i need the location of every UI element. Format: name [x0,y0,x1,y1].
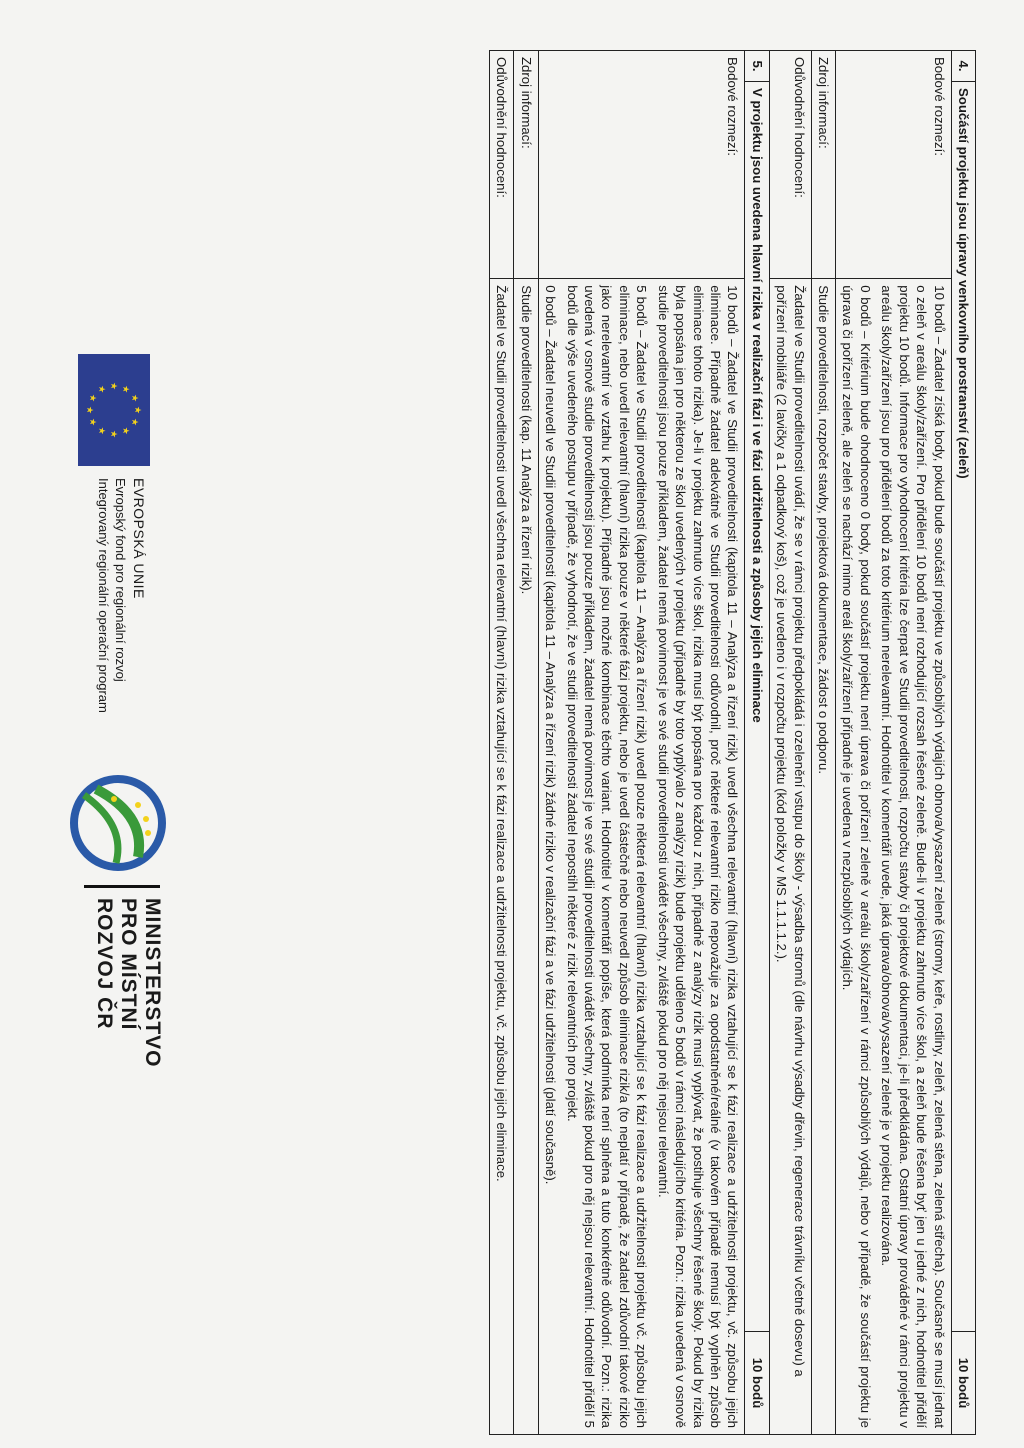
section-4-title: Součástí projektu jsou úpravy venkovního prostranství (zeleň) [951,82,975,1332]
section-4-reason-row [769,51,811,1435]
section-4-reason: Žadatel ve Studii proveditelnosti uvádí, že se v rámci projektu předpokládá i ozelenění vstupu do školy - výsadba stromů (dle návrhu výsadby dřevin, regenerace trávníku včetně dosevu) a pořízení mobiliáře (2 lavičky a 1 odpadkový koš), což je uvedeno i v rozpočtu projektu (kód položky v MS 1.1.1.1.2.). [769,279,811,1435]
eu-star: ★ [129,417,140,427]
eu-fund: Evropský fond pro regionální rozvoj [113,478,129,682]
section-5-source-label: Zdroj informací: [514,51,538,279]
section-4-reason-label: Odůvodnění hodnocení: [769,51,811,279]
eu-star: ★ [109,381,119,391]
eu-star: ★ [88,417,99,427]
section-4-header-row [951,51,975,1435]
eu-star: ★ [133,405,143,415]
section-5-header-row [745,51,769,1435]
eu-title: EVROPSKÁ UNIE [131,478,147,599]
section-5-range-row [538,51,745,1435]
section-4-range-label: Bodové rozmezí: [836,51,952,279]
eu-star: ★ [97,426,107,435]
eu-text-block [94,478,148,713]
section-4-range-text [836,279,952,1435]
section-5-source-row [514,51,538,1435]
section-5-score-10: 10 bodů – Žadatel ve Studii proveditelnosti (kapitola 11 – Analýza a řízení rizik) uvedl všechna relevantní (hlavní) rizika vztahující se k fázi realizace a udržitelnosti projektu, vč. způsobu jejich eliminace. Případně žadatel adekvátně ve Studii proveditelnosti odůvodnil, proč některé relevantní riziko nepovažuje za opodstatněné/reálné (v takovém případě nemusí být vyplněn způsob eliminace tohoto rizika). Je-li v projektu zahrnuto více škol, rizika musí být popsána pro každou z nich, případně z analýzy rizik musí vyplývat, že postihuje všechny řešené školy. Pokud by rizika byla popsána jen pro některou ze škol uvedených v projektu (případně by toto vyplývalo z analýzy rizik) bude projektu uděleno 5 bodů v rámci následujícího kritéria. Pozn.: rizika uvedená v osnově studie proveditelnosti jsou pouze příkladem, žadatel nemá povinnost je ve své studii proveditelnosti uvádět všechny, zvláště pokud pro něj nejsou relevantní. [655,285,741,1428]
section-5-title: V projektu jsou uvedena hlavní rizika v realizační fázi i ve fázi udržitelnosti a způsoby jejich eliminace [745,82,769,1332]
eu-star: ★ [121,385,131,394]
eu-star: ★ [109,429,119,439]
section-5-range-label: Bodové rozmezí: [538,51,745,279]
eu-star: ★ [121,426,131,435]
section-4-score-0: 0 bodů – Kritérium bude ohodnoceno 0 body, pokud součástí projektu není úprava či pořízení zeleně v areálu školy/zařízení v rámci způsobilých výdajů, nebo v případě, že součástí projektu je úprava či pořízení zeleně, ale zeleň se nachází mimo areál školy/zařízení případně je uvedena v nezpůsobilých výdajích. [840,285,873,1428]
logo-divider [84,885,160,888]
section-4-points: 10 bodů [951,1332,975,1435]
section-4-score-10: 10 bodů – Žadatel získá body, pokud bude součástí projektu ve způsobilých výdajích obnova/vysazení zeleně (stromy, keře, rostliny, zeleň, zelená stěna, zelená střecha). Současně se musí jednat o zeleň v areálu školy/zařízení. Pro přidělení 10 bodů není rozhodující rozsah řešené zeleně. Bude-li v projektu zahrnuto více škol, a zeleň bude řešena byť jen u jedné z nich, hodnotitel přidělí projektu 10 bodů. Informace pro vyhodnocení kritéria lze čerpat ve Studii proveditelnosti, rozpočtu stavby či projektové dokumentaci, je-li předkládána. Ostatní úpravy prováděné v rámci projektu v areálu školy/zařízení jsou pro přidělení bodů za toto kritérium nerelevantní. Hodnotitel v komentáři uvede, jaká úprava/obnova/vysazení zeleně je v projektu realizována. [879,285,947,1428]
mmr-emblem-icon [70,775,166,871]
section-5-number: 5. [745,51,769,82]
footer-logos [0,0,176,1448]
section-5-reason-label: Odůvodnění hodnocení: [489,51,513,279]
section-4-number: 4. [951,51,975,82]
mmr-line-1: MINISTERSTVO [141,898,164,1068]
eu-star: ★ [129,393,140,403]
mmr-text-block [92,898,164,1068]
section-5-range-text [538,279,745,1435]
mmr-line-2: PRO MÍSTNÍ [116,898,140,1031]
section-5-score-0: 0 bodů – Žadatel neuvedl ve Studii proveditelnosti (kapitola 11 – Analýza a řízení rizik) žádné riziko v realizační fázi a ve fázi udržitelnosti (platí současně). [543,285,559,1185]
section-4-source: Studie proveditelnosti, rozpočet stavby, projektová dokumentace, žádost o podporu. [811,279,835,1435]
section-5-reason-row [489,51,513,1435]
eu-star: ★ [97,385,107,394]
mmr-line-3: ROZVOJ ČR [92,898,116,1030]
eu-flag-icon [78,354,150,466]
section-5-source: Studie proveditelnosti (kap. 11 Analýza a řízení rizik). [514,279,538,1435]
criteria-table [489,50,976,1435]
section-5-points: 10 bodů [745,1332,769,1435]
eu-star: ★ [88,393,99,403]
eu-star: ★ [85,405,95,415]
section-4-range-row [836,51,952,1435]
section-4-source-row [811,51,835,1435]
section-4-source-label: Zdroj informací: [811,51,835,279]
section-5-reason: Žadatel ve Studii proveditelnosti uvedl všechna relevantní (hlavní) rizika vztahující se k fázi realizace a udržitelnosti projektu, vč. způsobu jejich eliminace. [489,279,513,1435]
eu-programme: Integrovaný regionální operační program [95,478,111,713]
section-5-score-5: 5 bodů – Žadatel ve Studii proveditelnosti (kapitola 11 – Analýza a řízení rizik) uvedl pouze některá relevantní (hlavní) rizika vztahující se k fázi realizace a udržitelnosti projektu vč. způsobu jejich eliminace, nebo uvedl relevantní (hlavní) rizika pouze v některé fázi projektu, nebo je uvedl částečně nebo neuvedl způsob eliminace rizik/a (to neplatí v případě, že žadatel zdůvodní takové riziko jako nerelevantní ve vztahu k projektu). Případně jsou možné kombinace těchto variant. Hodnotitel v komentáři popíše, která podmínka není splněna a tuto konkrétně odůvodní. Pozn.: rizika uvedená v osnově studie proveditelnosti jsou pouze příkladem, žadatel nemá povinnost je ve své studii proveditelnosti uvádět všechny, zvláště pokud pro něj nejsou relevantní. Hodnotitel přidělí 5 bodů dle výše uvedeného postupu v případě, že vyhodnotí, že ve studii proveditelnosti žadatel nepostihl některé z rizik relevantních pro projekt. [564,285,650,1428]
